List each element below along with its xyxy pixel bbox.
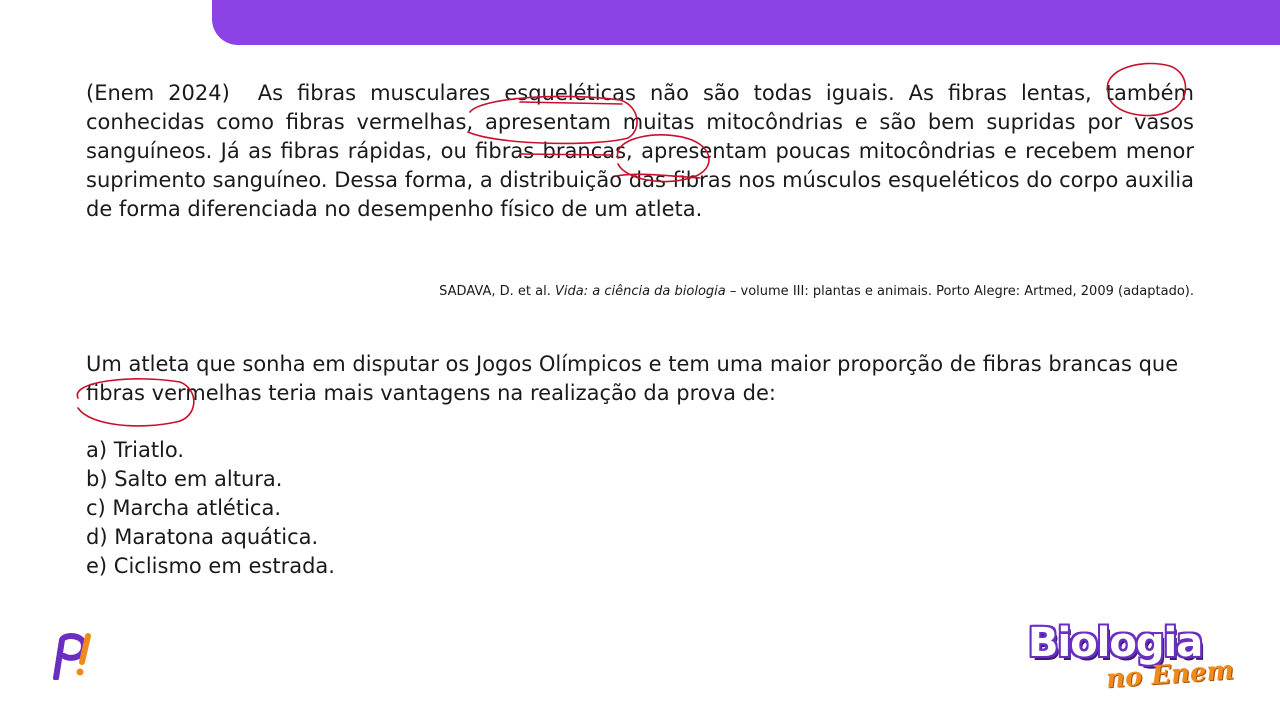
prompt-text: Um atleta que sonha em disputar os Jogos Olímpicos e tem uma maior proporção de fibras brancas que fibras vermelhas teria mais vantagens na realização da prova de: (86, 352, 1179, 405)
brand-title: Biologia (1028, 620, 1203, 666)
option-b[interactable]: b) Salto em altura. (86, 467, 283, 491)
option-a[interactable]: a) Triatlo. (86, 438, 185, 462)
top-banner (212, 0, 1280, 45)
brand-subtitle: no Enem (1105, 655, 1235, 695)
option-d[interactable]: d) Maratona aquática. (86, 525, 319, 549)
citation-title: Vida: a ciência da biologia (554, 284, 726, 299)
option-c[interactable]: c) Marcha atlética. (86, 496, 281, 520)
question-body: As fibras musculares esqueléticas não são todas iguais. As fibras lentas, também conhecidas como fibras vermelhas, apresentam muitas mitocôndrias e são bem supridas por vasos sanguíneos. Já as fibras rápidas, ou fibras brancas, apresentam poucas mitocôndrias e recebem menor suprimento sanguíneo. Dessa forma, a distribuição das fibras nos músculos esqueléticos do corpo auxilia de forma diferenciada no desempenho físico de um atleta. (86, 81, 1194, 221)
question-text (86, 79, 1194, 224)
question-prompt (86, 350, 1194, 408)
brand-logo (1022, 620, 1252, 700)
exam-source: (Enem 2024) (86, 81, 230, 105)
citation-details: – volume III: plantas e animais. Porto Alegre: Artmed, 2009 (adaptado). (729, 284, 1194, 299)
option-e[interactable]: e) Ciclismo em estrada. (86, 554, 335, 578)
publisher-logo (48, 630, 94, 680)
citation-authors: SADAVA, D. et al. (439, 284, 551, 299)
citation (86, 284, 1194, 299)
answer-options (86, 436, 335, 581)
